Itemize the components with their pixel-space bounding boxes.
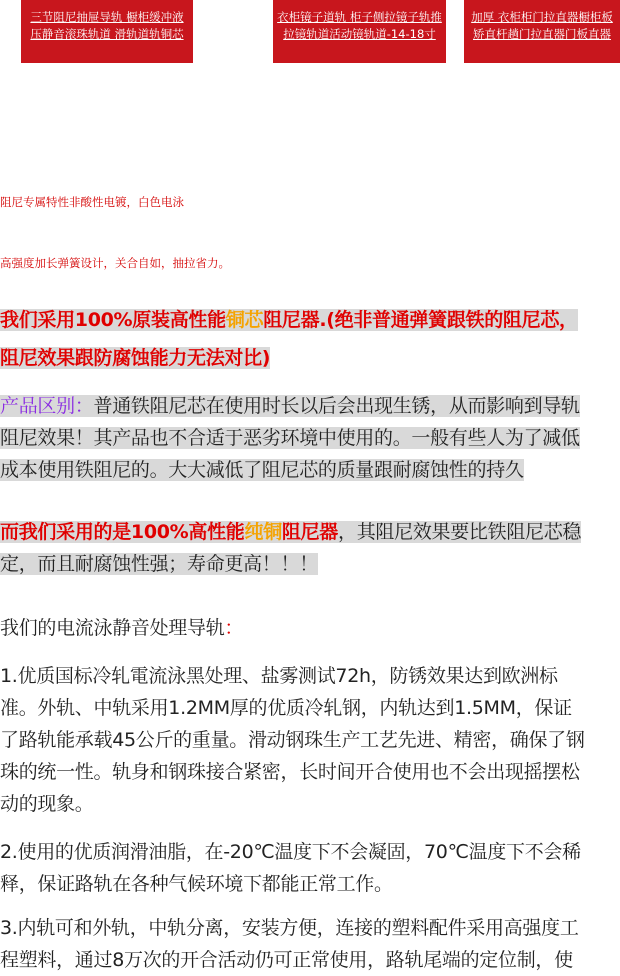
p3-text-e: 定，而且耐腐蚀性强；寿命更高！！！ (0, 553, 318, 575)
p2-line-3: 成本使用铁阻尼的。大大减低了阻尼芯的质量跟耐腐蚀性的持久 (0, 459, 524, 481)
item2-line-2: 释，保证路轨在各种气候环境下都能正常工作。 (0, 873, 393, 895)
related-product-link-3[interactable]: 加厚 衣柜柜门拉直器橱柜板矫直杆趟门拉直器门板直器 (464, 0, 620, 63)
product-difference-paragraph (0, 390, 620, 486)
feature-note-2: 高强度加长弹簧设计，关合自如，抽拉省力。 (0, 256, 230, 270)
electrophoresis-heading (0, 612, 620, 644)
item1-line-4: 珠的统一性。轨身和钢珠接合紧密，长时间开合使用也不会出现摇摆松 (0, 761, 580, 783)
item1-line-2: 准。外轨、中轨采用1.2MM厚的优质冷轧钢，内轨达到1.5MM，保证 (0, 697, 572, 719)
p1-text-c: 阻尼器.(绝非普通弹簧跟铁的阻尼芯， (263, 309, 578, 331)
pure-copper-paragraph (0, 516, 620, 580)
item3-line-1: 3.内轨可和外轨，中轨分离，安装方便，连接的塑料配件采用高强度工 (0, 917, 579, 939)
p2-line-1: 普通铁阻尼芯在使用时长以后会出现生锈，从而影响到导轨 (93, 395, 580, 417)
product-difference-label: 产品区别： (0, 395, 94, 417)
item1-line-5: 动的现象。 (0, 793, 94, 815)
related-product-link-2[interactable]: 衣柜镜子道轨 柜子侧拉镜子轨推拉镜轨道活动镜轨道-14-18寸 (273, 0, 446, 63)
electrophoresis-heading-colon: ： (224, 617, 244, 639)
item1-line-3: 了路轨能承载45公斤的重量。滑动钢珠生产工艺先进、精密，确保了钢 (0, 729, 585, 751)
p3-text-a: 而我们采用的是100%高性能 (0, 521, 245, 543)
p1-highlight-copper-core: 铜芯 (225, 309, 264, 331)
p3-text-d: ，其阻尼效果要比铁阻尼芯稳 (338, 521, 582, 543)
feature-note-1: 阻尼专属特性非酸性电镀，白色电泳 (0, 195, 184, 209)
feature-item-3 (0, 912, 620, 976)
electrophoresis-heading-text: 我们的电流泳静音处理导轨 (0, 617, 225, 639)
p2-line-2: 阻尼效果！其产品也不合适于恶劣环境中使用的。一般有些人为了减低 (0, 427, 580, 449)
item3-line-2: 程塑料，通过8万次的开合活动仍可正常使用，路轨尾端的定位制，使 (0, 949, 573, 971)
item1-line-1: 1.优质国标冷轧電流泳黑处理、盐雾测试72h，防锈效果达到欧洲标 (0, 665, 558, 687)
related-product-link-1[interactable]: 三节阻尼抽屉导轨 橱柜缓冲液压静音滚珠轨道 滑轨道轨铜芯 (21, 0, 193, 63)
item2-line-1: 2.使用的优质润滑油脂，在-20℃温度下不会凝固，70℃温度下不会稀 (0, 841, 581, 863)
p1-text-a: 我们采用100%原装高性能 (0, 309, 226, 331)
copper-damper-paragraph (0, 304, 620, 374)
p1-text-d: 阻尼效果跟防腐蚀能力无法对比) (0, 347, 271, 369)
p3-highlight-pure-copper: 纯铜 (244, 521, 282, 543)
p3-text-c: 阻尼器 (281, 521, 339, 543)
feature-item-1 (0, 660, 620, 820)
feature-item-2 (0, 836, 620, 900)
